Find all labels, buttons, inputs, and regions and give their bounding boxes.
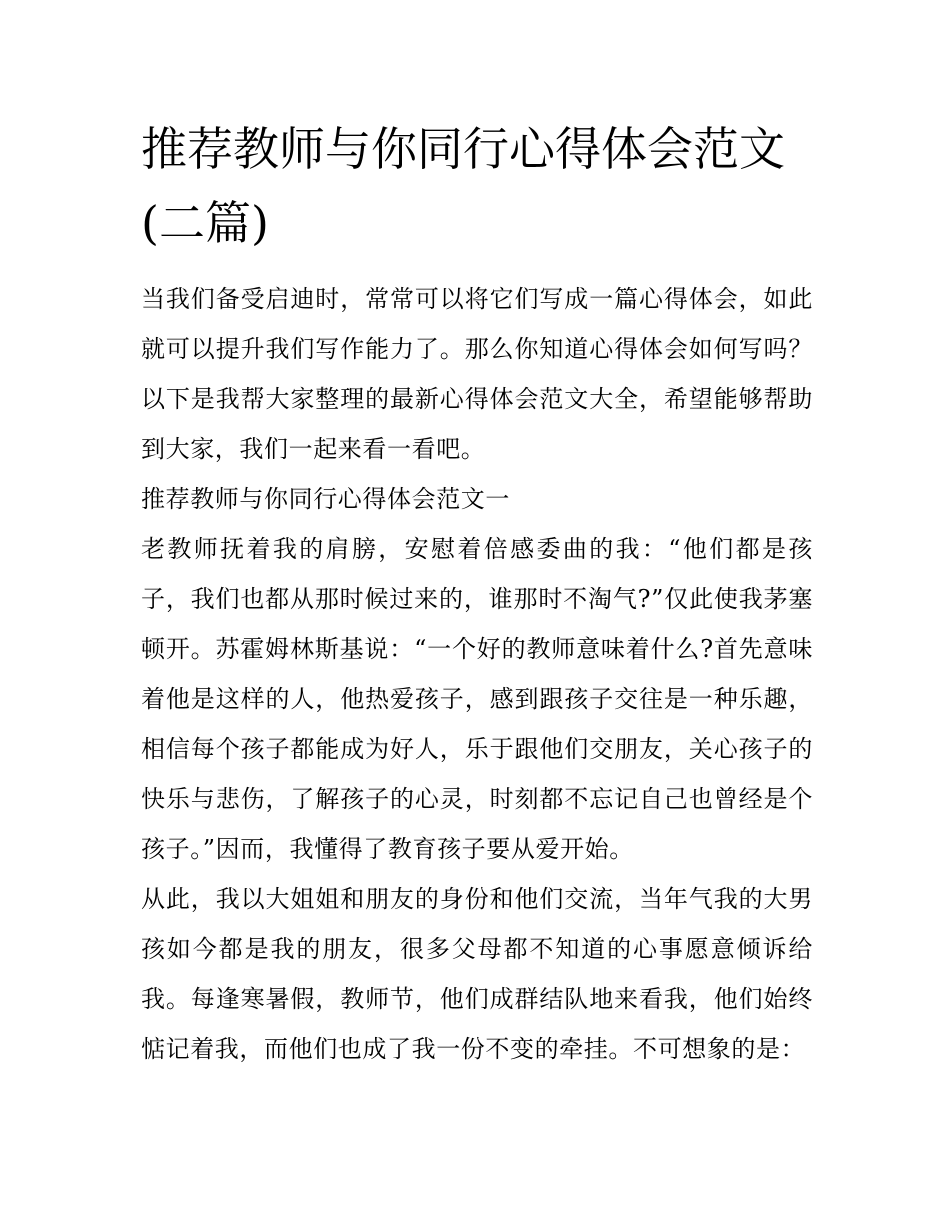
section-heading: 推荐教师与你同行心得体会范文一 — [141, 485, 510, 513]
body-paragraph: 从此，我以大姐姐和朋友的身份和他们交流，当年气我的大男孩如今都是我的朋友，很多父母都不知道的心事愿意倾诉给我。每逢寒暑假，教师节，他们成群结队地来看我，他们始终惦记着我，而他们也成了我一份不变的牵挂。不可想象的是： — [141, 885, 813, 1063]
document-body — [141, 112, 813, 1074]
document-title: 推荐教师与你同行心得体会范文(二篇) — [141, 122, 785, 250]
intro-paragraph: 当我们备受启迪时，常常可以将它们写成一篇心得体会，如此就可以提升我们写作能力了。那么你知道心得体会如何写吗？以下是我帮大家整理的最新心得体会范文大全，希望能够帮助到大家，我们一起来看一看吧。 — [141, 285, 813, 463]
body-paragraph: 老教师抚着我的肩膀，安慰着倍感委曲的我：“他们都是孩子，我们也都从那时候过来的，谁那时不淘气?”仅此使我茅塞顿开。苏霍姆林斯基说：“一个好的教师意味着什么?首先意味着他是这样的人，他热爱孩子，感到跟孩子交往是一种乐趣，相信每个孩子都能成为好人，乐于跟他们交朋友，关心孩子的快乐与悲伤，了解孩子的心灵，时刻都不忘记自己也曾经是个孩子。”因而，我懂得了教育孩子要从爱开始。 — [141, 535, 813, 863]
